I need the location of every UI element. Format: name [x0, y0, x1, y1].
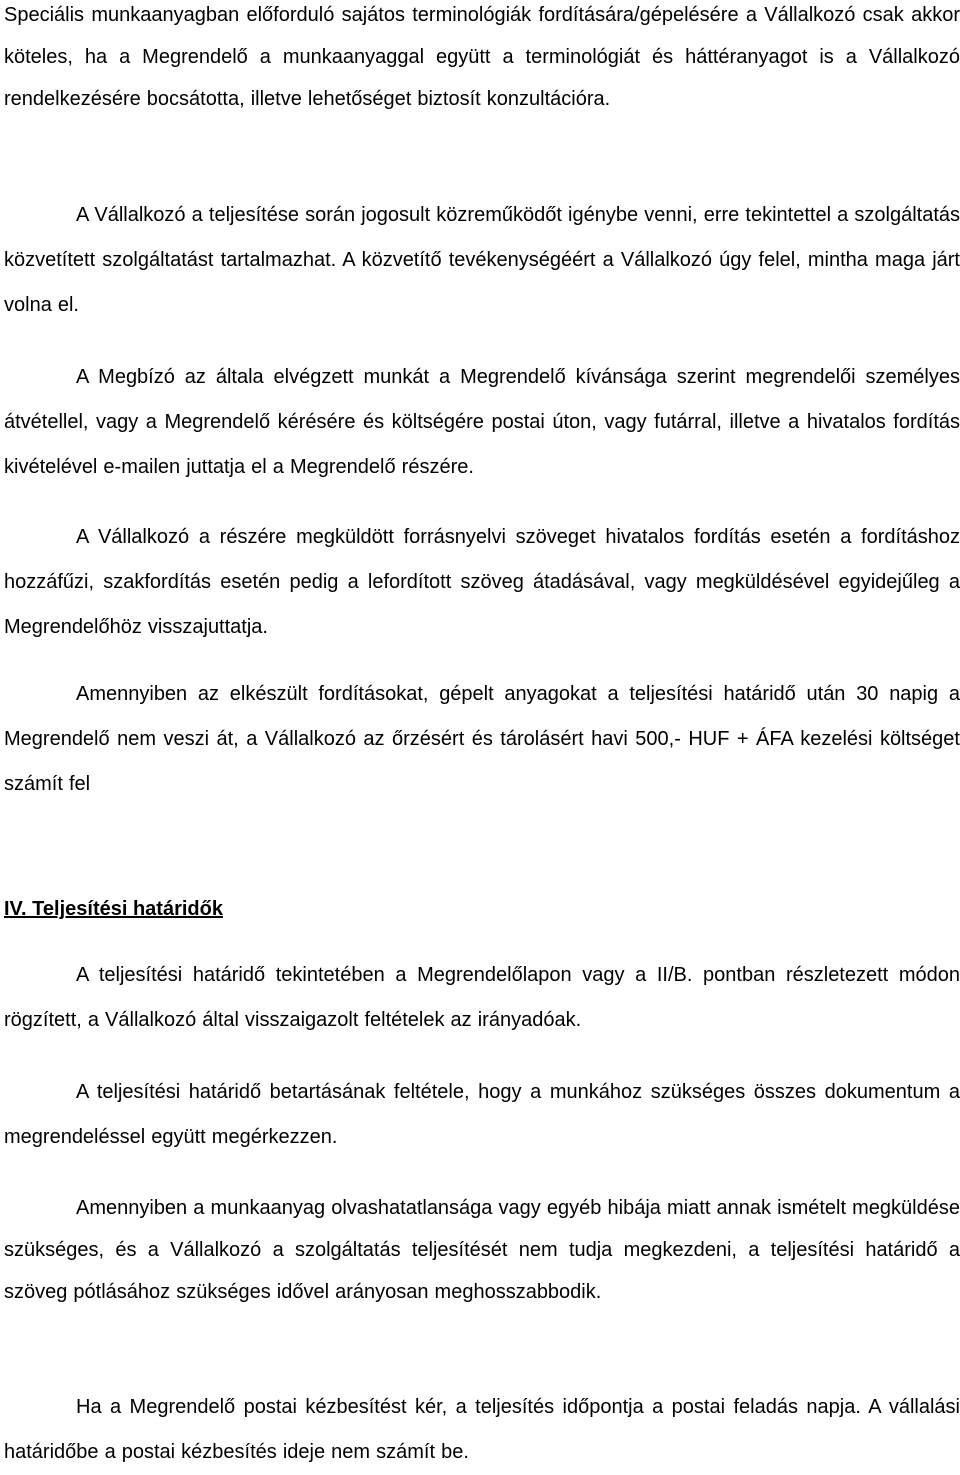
paragraph-deadline-condition: A teljesítési határidő betartásának feltétele, hogy a munkához szükséges összes dokumentum a megrendeléssel együtt megérkezzen.	[4, 1081, 960, 1148]
paragraph-source-text: A Vállalkozó a részére megküldött forrásnyelvi szöveget hivatalos fordítás esetén a fordításhoz hozzáfűzi, szakfordítás esetén pedig a lefordított szöveg átadásával, vagy megküldésével egyidejűleg a Megrendelőhöz visszajuttatja.	[4, 526, 960, 638]
paragraph-terminology: Speciális munkaanyagban előforduló sajátos terminológiák fordítására/gépelésére a Vállalkozó csak akkor köteles, ha a Megrendelő a munkaanyaggal együtt a terminológiát és háttéranyagot is a Vállalkozó rendelkezésére bocsátotta, illetve lehetőséget biztosít konzultációra.	[4, 4, 960, 110]
paragraph-delivery: A Megbízó az általa elvégzett munkát a Megrendelő kívánsága szerint megrendelői személyes átvétellel, vagy a Megrendelő kérésére és költségére postai úton, vagy futárral, illetve a hivatalos fordítás kivételével e-mailen juttatja el a Megrendelő részére.	[4, 366, 960, 478]
paragraph-subcontractor: A Vállalkozó a teljesítése során jogosult közreműködőt igénybe venni, erre tekintettel a szolgáltatás közvetített szolgáltatást tartalmazhat. A közvetítő tevékenységéért a Vállalkozó úgy felel, mintha maga járt volna el.	[4, 204, 960, 316]
paragraph-deadline: A teljesítési határidő tekintetében a Megrendelőlapon vagy a II/B. pontban részletezett módon rögzített, a Vállalkozó által visszaigazolt feltételek az irányadóak.	[4, 964, 960, 1031]
paragraph-postal-delivery: Ha a Megrendelő postai kézbesítést kér, a teljesítés időpontja a postai feladás napja. A vállalási határidőbe a postai kézbesítés ideje nem számít be.	[4, 1396, 960, 1463]
paragraph-storage-fee: Amennyiben az elkészült fordításokat, gépelt anyagokat a teljesítési határidő után 30 napig a Megrendelő nem veszi át, a Vállalkozó az őrzésért és tárolásért havi 500,- HUF + ÁFA kezelési költséget számít fel	[4, 683, 960, 795]
paragraph-deadline-extension: Amennyiben a munkaanyag olvashatatlansága vagy egyéb hibája miatt annak ismételt megküldése szükséges, és a Vállalkozó a szolgáltatás teljesítését nem tudja megkezdeni, a teljesítési határidő a szöveg pótlásához szükséges idővel arányosan meghosszabbodik.	[4, 1197, 960, 1303]
section-heading: IV. Teljesítési határidők	[4, 898, 223, 920]
